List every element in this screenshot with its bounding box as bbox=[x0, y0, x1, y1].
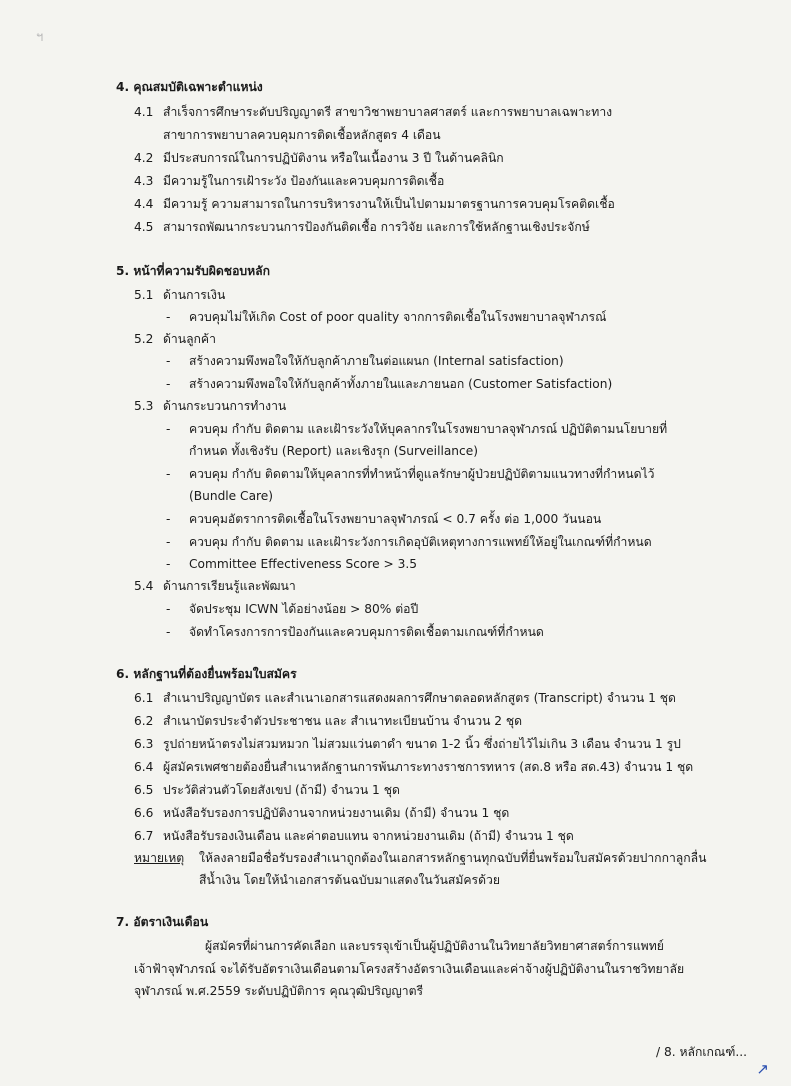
bullet-dash: - bbox=[166, 377, 171, 391]
item-5-3-title: ด้านกระบวนการทำงาน bbox=[163, 399, 287, 413]
item-6-4-num: 6.4 bbox=[134, 760, 154, 774]
item-5-3-bullet-2-cont: (Bundle Care) bbox=[189, 489, 274, 503]
section-7-title: 7. อัตราเงินเดือน bbox=[116, 915, 209, 929]
item-5-1-bullet-1: ควบคุมไม่ให้เกิด Cost of poor quality จากการติดเชื้อในโรงพยาบาลจุฬาภรณ์ bbox=[189, 310, 607, 324]
item-6-3-num: 6.3 bbox=[134, 737, 154, 751]
section-6-title: 6. หลักฐานที่ต้องยื่นพร้อมใบสมัคร bbox=[116, 667, 297, 681]
item-4-5-text: สามารถพัฒนากระบวนการป้องกันติดเชื้อ การวิจัย และการใช้หลักฐานเชิงประจักษ์ bbox=[163, 220, 590, 234]
item-5-1-num: 5.1 bbox=[134, 288, 154, 302]
item-5-3-bullet-2: ควบคุม กำกับ ติดตามให้บุคลากรที่ทำหน้าที่ดูแลรักษาผู้ป่วยปฏิบัติตามแนวทางที่กำหนดไว้ bbox=[189, 467, 655, 481]
item-6-3-text: รูปถ่ายหน้าตรงไม่สวมหมวก ไม่สวมแว่นตาดำ ขนาด 1-2 นิ้ว ซึ่งถ่ายไว้ไม่เกิน 3 เดือน จำนวน 1 รูป bbox=[163, 737, 681, 751]
item-4-2-text: มีประสบการณ์ในการปฏิบัติงาน หรือในเนื้องาน 3 ปี ในด้านคลินิก bbox=[163, 151, 504, 165]
item-5-2-bullet-1: สร้างความพึงพอใจให้กับลูกค้าภายในต่อแผนก (Internal satisfaction) bbox=[189, 354, 564, 368]
bullet-dash: - bbox=[166, 535, 171, 549]
note-text: ให้ลงลายมือชื่อรับรองสำเนาถูกต้องในเอกสารหลักฐานทุกฉบับที่ยื่นพร้อมใบสมัครด้วยปากกาลูกลื่น bbox=[199, 851, 707, 865]
item-5-4-bullet-1: จัดประชุม ICWN ได้อย่างน้อย > 80% ต่อปี bbox=[189, 602, 419, 616]
section-5-title: 5. หน้าที่ความรับผิดชอบหลัก bbox=[116, 264, 271, 278]
item-6-2-num: 6.2 bbox=[134, 714, 154, 728]
bullet-dash: - bbox=[166, 512, 171, 526]
item-6-1-num: 6.1 bbox=[134, 691, 154, 705]
item-4-3-num: 4.3 bbox=[134, 174, 154, 188]
bullet-dash: - bbox=[166, 557, 171, 571]
bullet-dash: - bbox=[166, 422, 171, 436]
salary-paragraph-line-3: จุฬาภรณ์ พ.ศ.2559 ระดับปฏิบัติการ คุณวุฒิปริญญาตรี bbox=[134, 984, 424, 998]
item-5-3-num: 5.3 bbox=[134, 399, 154, 413]
item-5-2-title: ด้านลูกค้า bbox=[163, 332, 216, 346]
bullet-dash: - bbox=[166, 602, 171, 616]
item-6-1-text: สำเนาปริญญาบัตร และสำเนาเอกสารแสดงผลการศึกษาตลอดหลักสูตร (Transcript) จำนวน 1 ชุด bbox=[163, 691, 676, 705]
bullet-dash: - bbox=[166, 310, 171, 324]
bullet-dash: - bbox=[166, 467, 171, 481]
item-6-5-num: 6.5 bbox=[134, 783, 154, 797]
note-label: หมายเหตุ bbox=[134, 851, 185, 865]
item-5-2-bullet-2: สร้างความพึงพอใจให้กับลูกค้าทั้งภายในและภายนอก (Customer Satisfaction) bbox=[189, 377, 613, 391]
item-6-2-text: สำเนาบัตรประจำตัวประชาชน และ สำเนาทะเบียนบ้าน จำนวน 2 ชุด bbox=[163, 714, 523, 728]
item-6-4-text: ผู้สมัครเพศชายต้องยื่นสำเนาหลักฐานการพ้นภาระทางราชการทหาร (สด.8 หรือ สด.43) จำนวน 1 ชุด bbox=[163, 760, 694, 774]
item-5-3-bullet-1-cont: กำหนด ทั้งเชิงรับ (Report) และเชิงรุก (Surveillance) bbox=[189, 444, 478, 458]
item-5-3-bullet-3: ควบคุมอัตราการติดเชื้อในโรงพยาบาลจุฬาภรณ์ < 0.7 ครั้ง ต่อ 1,000 วันนอน bbox=[189, 512, 602, 526]
bullet-dash: - bbox=[166, 625, 171, 639]
margin-mark: ฯ bbox=[36, 30, 44, 45]
section-4-title: 4. คุณสมบัติเฉพาะตำแหน่ง bbox=[116, 80, 263, 94]
item-4-5-num: 4.5 bbox=[134, 220, 154, 234]
item-5-4-bullet-2: จัดทำโครงการการป้องกันและควบคุมการติดเชื้อตามเกณฑ์ที่กำหนด bbox=[189, 625, 544, 639]
salary-paragraph-line-2: เจ้าฟ้าจุฬาภรณ์ จะได้รับอัตราเงินเดือนตามโครงสร้างอัตราเงินเดือนและค่าจ้างผู้ปฏิบัติงานในราชวิทยาลัย bbox=[134, 962, 685, 976]
note-cont: สีน้ำเงิน โดยให้นำเอกสารต้นฉบับมาแสดงในวันสมัครด้วย bbox=[199, 873, 500, 887]
salary-paragraph-line-1: ผู้สมัครที่ผ่านการคัดเลือก และบรรจุเข้าเป็นผู้ปฏิบัติงานในวิทยาลัยวิทยาศาสตร์การแพทย์ bbox=[205, 939, 664, 953]
item-4-4-text: มีความรู้ ความสามารถในการบริหารงานให้เป็นไปตามมาตรฐานการควบคุมโรคติดเชื้อ bbox=[163, 197, 615, 211]
item-5-2-num: 5.2 bbox=[134, 332, 154, 346]
item-4-2-num: 4.2 bbox=[134, 151, 154, 165]
item-5-3-bullet-5: Committee Effectiveness Score > 3.5 bbox=[189, 557, 417, 571]
item-4-4-num: 4.4 bbox=[134, 197, 154, 211]
bullet-dash: - bbox=[166, 354, 171, 368]
item-4-1-cont: สาขาการพยาบาลควบคุมการติดเชื้อหลักสูตร 4 เดือน bbox=[163, 128, 441, 142]
item-6-6-num: 6.6 bbox=[134, 806, 154, 820]
item-6-6-text: หนังสือรับรองการปฏิบัติงานจากหน่วยงานเดิม (ถ้ามี) จำนวน 1 ชุด bbox=[163, 806, 510, 820]
item-4-1-num: 4.1 bbox=[134, 105, 154, 119]
item-5-3-bullet-4: ควบคุม กำกับ ติดตาม และเฝ้าระวังการเกิดอุบัติเหตุทางการแพทย์ให้อยู่ในเกณฑ์ที่กำหนด bbox=[189, 535, 652, 549]
page-continuation: / 8. หลักเกณฑ์... bbox=[656, 1045, 747, 1059]
item-5-4-title: ด้านการเรียนรู้และพัฒนา bbox=[163, 579, 296, 593]
item-5-3-bullet-1: ควบคุม กำกับ ติดตาม และเฝ้าระวังให้บุคลากรในโรงพยาบาลจุฬาภรณ์ ปฏิบัติตามนโยบายที่ bbox=[189, 422, 668, 436]
item-6-7-text: หนังสือรับรองเงินเดือน และค่าตอบแทน จากหน่วยงานเดิม (ถ้ามี) จำนวน 1 ชุด bbox=[163, 829, 574, 843]
item-4-3-text: มีความรู้ในการเฝ้าระวัง ป้องกันและควบคุมการติดเชื้อ bbox=[163, 174, 445, 188]
item-6-5-text: ประวัติส่วนตัวโดยสังเขป (ถ้ามี) จำนวน 1 ชุด bbox=[163, 783, 400, 797]
item-6-7-num: 6.7 bbox=[134, 829, 154, 843]
item-4-1-text: สำเร็จการศึกษาระดับปริญญาตรี สาขาวิชาพยาบาลศาสตร์ และการพยาบาลเฉพาะทาง bbox=[163, 105, 613, 119]
pen-mark-icon: ↗ bbox=[756, 1060, 769, 1078]
item-5-4-num: 5.4 bbox=[134, 579, 154, 593]
item-5-1-title: ด้านการเงิน bbox=[163, 288, 226, 302]
